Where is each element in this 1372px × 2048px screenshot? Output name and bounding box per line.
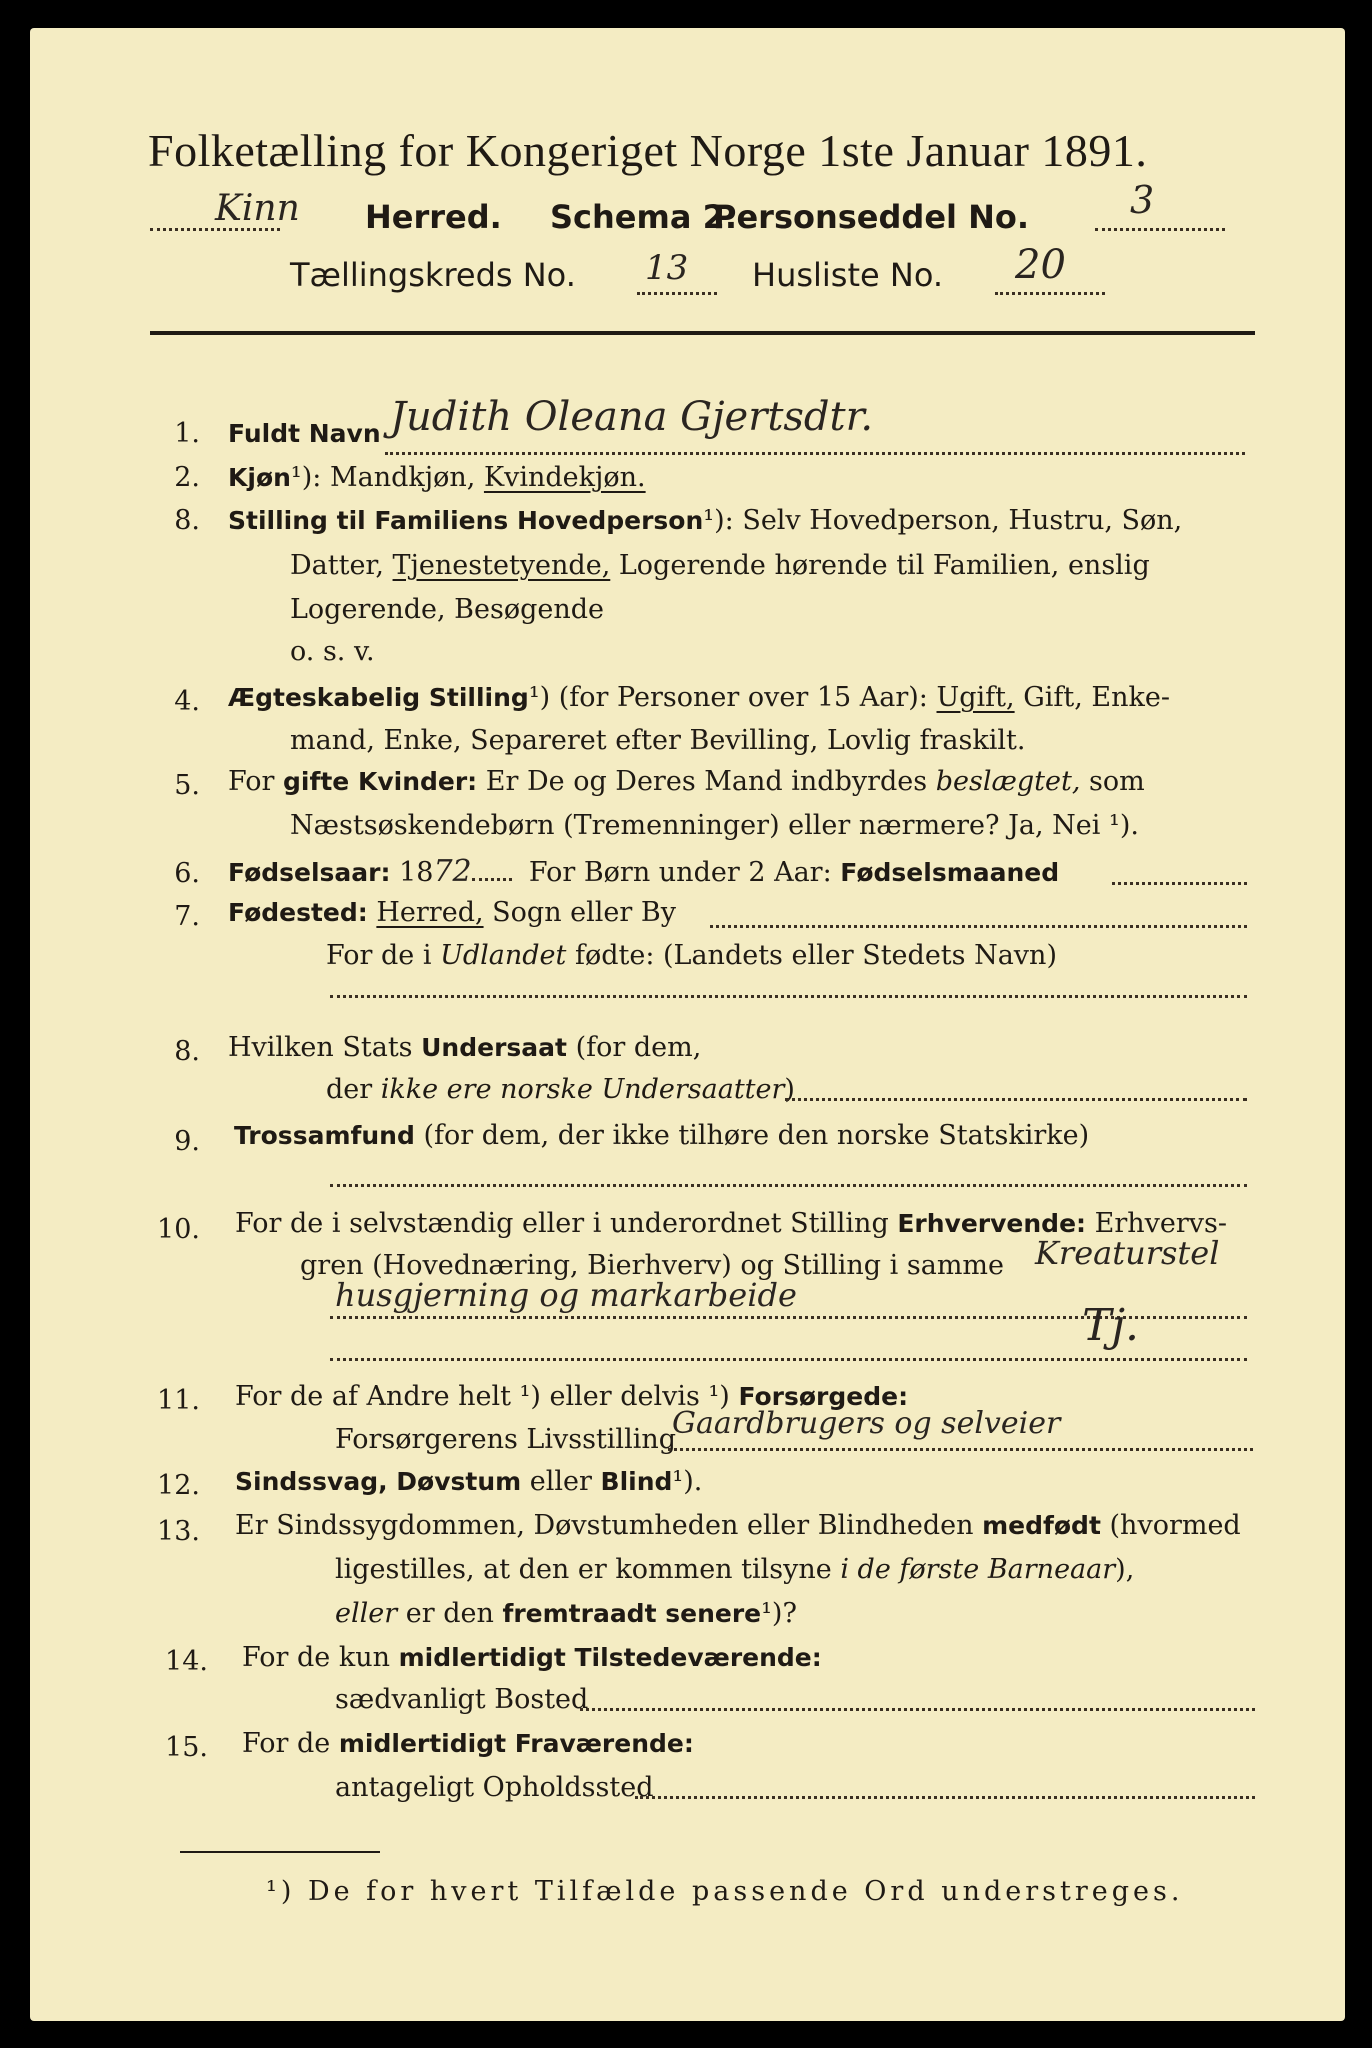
q2-row: Kjøn¹): Mandkjøn, Kvindekjøn. — [228, 462, 646, 493]
q14-row-a: For de kun midlertidigt Tilstedeværende: — [242, 1642, 822, 1673]
q8-row-b: der ikke ere norske Undersaatter) — [326, 1074, 795, 1105]
kreds-label: Tællingskreds No. — [290, 256, 576, 294]
q7-selected: Herred, — [376, 897, 484, 928]
kreds-value: 13 — [645, 248, 689, 288]
q8-row-a: Hvilken Stats Undersaat (for dem, — [228, 1032, 702, 1063]
q3-row-d: o. s. v. — [290, 636, 375, 667]
q9-line — [330, 1184, 1247, 1187]
q4-row-a: Ægteskabelig Stilling¹) (for Personer over 15 Aar): Ugift, Gift, Enke- — [228, 682, 1170, 713]
personseddel-label: Personseddel No. — [713, 198, 1030, 236]
q1-value: Judith Oleana Gjertsdtr. — [390, 394, 874, 440]
q14-row-b: sædvanligt Bosted — [335, 1684, 589, 1715]
q3-selected: Tjenestetyende, — [392, 550, 611, 581]
q1-label: Fuldt Navn — [228, 419, 381, 448]
q11-row-a: For de af Andre helt ¹) eller delvis ¹) Forsørgede: — [235, 1381, 909, 1412]
q13-number: 13. — [157, 1516, 200, 1547]
q10-value-3: Tj. — [1082, 1300, 1139, 1351]
q8-number: 8. — [174, 1036, 200, 1067]
schema-label: Schema 2. — [550, 198, 737, 236]
q10-number: 10. — [157, 1214, 200, 1245]
q6-row: Fødselsaar: 1872 For Børn under 2 Aar: Fødselsmaaned — [228, 854, 1060, 889]
q14-line — [580, 1708, 1255, 1711]
q10-line-b — [330, 1358, 1247, 1361]
header-divider — [150, 331, 1255, 335]
q7-row-b: For de i Udlandet fødte: (Landets eller Stedets Navn) — [326, 940, 1057, 971]
q8-line — [785, 1098, 1247, 1101]
q9-number: 9. — [174, 1126, 200, 1157]
footnote: ¹) De for hvert Tilfælde passende Ord understreges. — [266, 1876, 1184, 1907]
q7-row-a: Fødested: Herred, Sogn eller By — [228, 897, 676, 928]
q11-number: 11. — [157, 1385, 200, 1416]
footnote-rule — [180, 1851, 380, 1853]
q4-row-b: mand, Enke, Separeret efter Bevilling, Lovlig fraskilt. — [290, 725, 1026, 756]
q15-line — [635, 1796, 1255, 1799]
herred-label: Herred. — [365, 198, 502, 236]
q12-number: 12. — [157, 1470, 200, 1501]
q10-value-2: husgjerning og markarbeide — [335, 1276, 797, 1314]
q7-line-b — [330, 995, 1247, 998]
q15-row-b: antageligt Opholdssted — [335, 1772, 654, 1803]
q5-row-a: For gifte Kvinder: Er De og Deres Mand indbyrdes beslægtet, som — [228, 766, 1145, 797]
q2-number: 2. — [174, 462, 200, 493]
husliste-label: Husliste No. — [752, 256, 943, 294]
q3-number: 8. — [174, 505, 200, 536]
q11-row-b: Forsørgerens Livsstilling — [335, 1424, 677, 1455]
q6-year-value: 72 — [433, 854, 472, 889]
q10-value-1: Kreaturstel — [1035, 1234, 1220, 1272]
q3-row-c: Logerende, Besøgende — [290, 594, 604, 625]
q2-selected: Kvindekjøn. — [483, 462, 646, 493]
herred-value: Kinn — [215, 188, 300, 229]
form-title: Folketælling for Kongeriget Norge 1ste Januar 1891. — [148, 125, 1148, 176]
q7-number: 7. — [174, 901, 200, 932]
q9-row: Trossamfund (for dem, der ikke tilhøre den norske Statskirke) — [234, 1120, 1090, 1151]
q4-number: 4. — [174, 686, 200, 717]
q15-number: 15. — [165, 1732, 208, 1763]
kreds-line — [637, 292, 717, 295]
q13-row-c: eller er den fremtraadt senere¹)? — [335, 1598, 797, 1629]
q10-row-b: gren (Hovednæring, Bierhverv) og Stilling i samme — [300, 1250, 1005, 1281]
census-form — [30, 28, 1345, 2021]
q5-row-b: Næstsøskendebørn (Tremenninger) eller nærmere? Ja, Nei ¹). — [290, 810, 1139, 841]
q11-line — [668, 1448, 1253, 1451]
husliste-line — [995, 292, 1105, 295]
q6-number: 6. — [174, 858, 200, 889]
q13-row-b: ligestilles, at den er kommen tilsyne i de første Barneaar), — [335, 1554, 1135, 1585]
q6-line — [1112, 882, 1247, 885]
q1-number: 1. — [174, 418, 200, 449]
q15-row-a: For de midlertidigt Fraværende: — [242, 1728, 694, 1759]
personseddel-value: 3 — [1130, 178, 1155, 222]
q11-value: Gaardbrugers og selveier — [672, 1406, 1061, 1441]
q1-line — [385, 452, 1245, 455]
q4-selected: Ugift, — [936, 682, 1015, 713]
q14-number: 14. — [165, 1646, 208, 1677]
q10-row-a: For de i selvstændig eller i underordnet Stilling Erhvervende: Erhvervs- — [235, 1208, 1228, 1239]
q5-number: 5. — [174, 770, 200, 801]
q13-row-a: Er Sindssygdommen, Døvstumheden eller Blindheden medfødt (hvormed — [235, 1510, 1241, 1541]
personseddel-line — [1095, 228, 1225, 231]
q3-row-b: Datter, Tjenestetyende, Logerende hørende til Familien, enslig — [290, 550, 1150, 581]
q3-row-a: Stilling til Familiens Hovedperson¹): Selv Hovedperson, Hustru, Søn, — [228, 505, 1183, 536]
q7-line-a — [710, 925, 1247, 928]
q12-row: Sindssvag, Døvstum eller Blind¹). — [235, 1466, 703, 1497]
husliste-value: 20 — [1015, 242, 1066, 288]
